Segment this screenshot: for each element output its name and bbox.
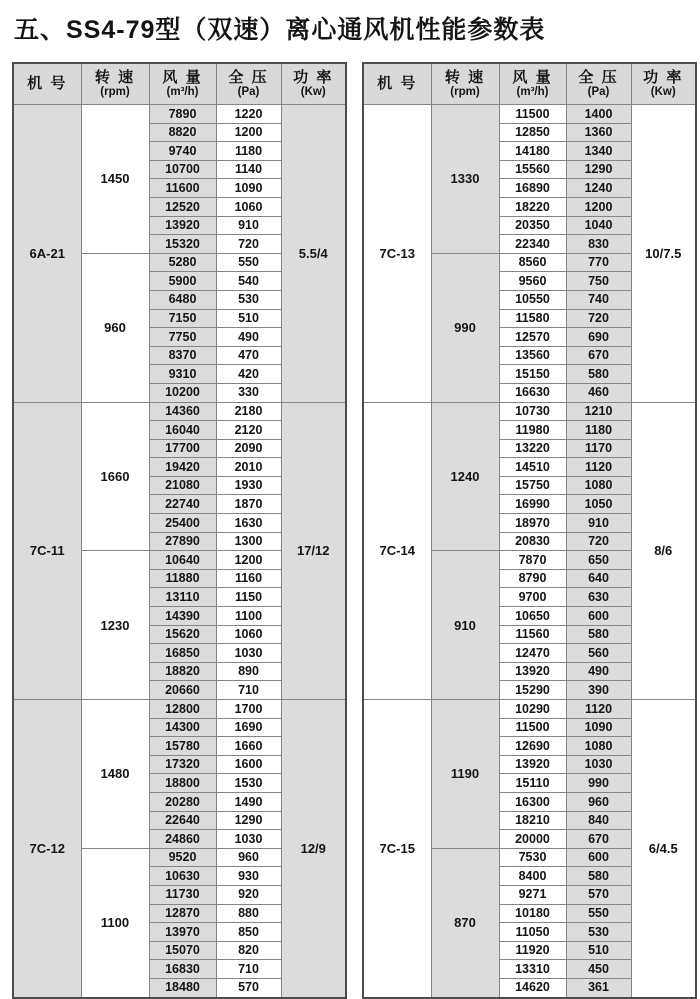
total-pressure-cell: 530 xyxy=(216,290,281,309)
total-pressure-cell: 490 xyxy=(566,662,631,681)
air-volume-cell: 11920 xyxy=(499,941,566,960)
total-pressure-cell: 550 xyxy=(566,904,631,923)
total-pressure-cell: 1060 xyxy=(216,197,281,216)
total-pressure-cell: 1080 xyxy=(566,476,631,495)
air-volume-cell: 27890 xyxy=(149,532,216,551)
air-volume-cell: 10200 xyxy=(149,383,216,402)
total-pressure-cell: 560 xyxy=(566,644,631,663)
table-row xyxy=(13,402,346,421)
air-volume-cell: 11500 xyxy=(499,718,566,737)
air-volume-cell: 11560 xyxy=(499,625,566,644)
total-pressure-cell: 1530 xyxy=(216,774,281,793)
total-pressure-cell: 630 xyxy=(566,588,631,607)
total-pressure-cell: 1240 xyxy=(566,179,631,198)
air-volume-cell: 7870 xyxy=(499,551,566,570)
total-pressure-cell: 1660 xyxy=(216,737,281,756)
air-volume-cell: 20350 xyxy=(499,216,566,235)
total-pressure-cell: 670 xyxy=(566,830,631,849)
air-volume-cell: 24860 xyxy=(149,830,216,849)
total-pressure-cell: 1040 xyxy=(566,216,631,235)
air-volume-cell: 12690 xyxy=(499,737,566,756)
air-volume-cell: 22740 xyxy=(149,495,216,514)
speed-rpm-cell: 990 xyxy=(431,253,499,402)
total-pressure-cell: 690 xyxy=(566,328,631,347)
machine-no-cell: 6A-21 xyxy=(13,105,81,403)
air-volume-cell: 17320 xyxy=(149,755,216,774)
air-volume-cell: 11600 xyxy=(149,179,216,198)
air-volume-cell: 6480 xyxy=(149,290,216,309)
total-pressure-cell: 1600 xyxy=(216,755,281,774)
air-volume-cell: 15620 xyxy=(149,625,216,644)
total-pressure-cell: 460 xyxy=(566,383,631,402)
total-pressure-cell: 600 xyxy=(566,848,631,867)
air-volume-cell: 7890 xyxy=(149,105,216,124)
air-volume-cell: 20000 xyxy=(499,830,566,849)
air-volume-cell: 20280 xyxy=(149,792,216,811)
air-volume-cell: 12800 xyxy=(149,700,216,719)
total-pressure-cell: 650 xyxy=(566,551,631,570)
total-pressure-cell: 1290 xyxy=(566,160,631,179)
total-pressure-cell: 710 xyxy=(216,960,281,979)
total-pressure-cell: 820 xyxy=(216,941,281,960)
air-volume-cell: 9740 xyxy=(149,142,216,161)
total-pressure-cell: 1870 xyxy=(216,495,281,514)
air-volume-cell: 12570 xyxy=(499,328,566,347)
air-volume-cell: 8400 xyxy=(499,867,566,886)
air-volume-cell: 12520 xyxy=(149,197,216,216)
total-pressure-cell: 470 xyxy=(216,346,281,365)
machine-no-cell: 7C-14 xyxy=(363,402,431,700)
air-volume-cell: 21080 xyxy=(149,476,216,495)
speed-rpm-cell: 910 xyxy=(431,551,499,700)
air-volume-cell: 18220 xyxy=(499,197,566,216)
air-volume-cell: 18970 xyxy=(499,514,566,533)
air-volume-cell: 11730 xyxy=(149,885,216,904)
air-volume-cell: 15150 xyxy=(499,365,566,384)
total-pressure-cell: 1120 xyxy=(566,700,631,719)
total-pressure-cell: 1690 xyxy=(216,718,281,737)
header-power: 功 率 (Kw) xyxy=(281,63,346,105)
total-pressure-cell: 1930 xyxy=(216,476,281,495)
machine-no-cell: 7C-13 xyxy=(363,105,431,403)
total-pressure-cell: 1490 xyxy=(216,792,281,811)
air-volume-cell: 10650 xyxy=(499,607,566,626)
air-volume-cell: 10730 xyxy=(499,402,566,421)
table-body xyxy=(363,105,696,998)
total-pressure-cell: 840 xyxy=(566,811,631,830)
air-volume-cell: 8370 xyxy=(149,346,216,365)
total-pressure-cell: 830 xyxy=(566,235,631,254)
total-pressure-cell: 2120 xyxy=(216,421,281,440)
air-volume-cell: 11980 xyxy=(499,421,566,440)
total-pressure-cell: 1090 xyxy=(216,179,281,198)
table-row xyxy=(363,402,696,421)
header-row xyxy=(13,63,346,105)
header-machine-no: 机 号 xyxy=(13,63,81,105)
speed-rpm-cell: 1100 xyxy=(81,848,149,997)
air-volume-cell: 13920 xyxy=(499,755,566,774)
total-pressure-cell: 1080 xyxy=(566,737,631,756)
air-volume-cell: 15560 xyxy=(499,160,566,179)
table-row xyxy=(363,700,696,719)
total-pressure-cell: 1050 xyxy=(566,495,631,514)
total-pressure-cell: 1210 xyxy=(566,402,631,421)
total-pressure-cell: 1180 xyxy=(566,421,631,440)
header-total-pressure: 全 压 (Pa) xyxy=(216,63,281,105)
speed-rpm-cell: 1230 xyxy=(81,551,149,700)
total-pressure-cell: 580 xyxy=(566,867,631,886)
speed-rpm-cell: 1330 xyxy=(431,105,499,254)
total-pressure-cell: 720 xyxy=(216,235,281,254)
total-pressure-cell: 1100 xyxy=(216,607,281,626)
total-pressure-cell: 930 xyxy=(216,867,281,886)
air-volume-cell: 14300 xyxy=(149,718,216,737)
total-pressure-cell: 1060 xyxy=(216,625,281,644)
total-pressure-cell: 1140 xyxy=(216,160,281,179)
total-pressure-cell: 1400 xyxy=(566,105,631,124)
header-speed: 转 速 (rpm) xyxy=(81,63,149,105)
air-volume-cell: 18210 xyxy=(499,811,566,830)
air-volume-cell: 13560 xyxy=(499,346,566,365)
air-volume-cell: 15070 xyxy=(149,941,216,960)
header-power: 功 率 (Kw) xyxy=(631,63,696,105)
total-pressure-cell: 1630 xyxy=(216,514,281,533)
air-volume-cell: 12870 xyxy=(149,904,216,923)
air-volume-cell: 15290 xyxy=(499,681,566,700)
air-volume-cell: 16990 xyxy=(499,495,566,514)
speed-rpm-cell: 1450 xyxy=(81,105,149,254)
header-air-volume: 风 量 (m³/h) xyxy=(149,63,216,105)
total-pressure-cell: 1030 xyxy=(566,755,631,774)
air-volume-cell: 14390 xyxy=(149,607,216,626)
air-volume-cell: 10180 xyxy=(499,904,566,923)
total-pressure-cell: 600 xyxy=(566,607,631,626)
air-volume-cell: 14510 xyxy=(499,458,566,477)
air-volume-cell: 22640 xyxy=(149,811,216,830)
air-volume-cell: 15110 xyxy=(499,774,566,793)
power-cell: 6/4.5 xyxy=(631,700,696,998)
air-volume-cell: 14620 xyxy=(499,978,566,997)
speed-rpm-cell: 870 xyxy=(431,848,499,997)
air-volume-cell: 15750 xyxy=(499,476,566,495)
total-pressure-cell: 450 xyxy=(566,960,631,979)
air-volume-cell: 16630 xyxy=(499,383,566,402)
air-volume-cell: 9700 xyxy=(499,588,566,607)
air-volume-cell: 7150 xyxy=(149,309,216,328)
air-volume-cell: 9310 xyxy=(149,365,216,384)
air-volume-cell: 11050 xyxy=(499,923,566,942)
total-pressure-cell: 640 xyxy=(566,569,631,588)
total-pressure-cell: 740 xyxy=(566,290,631,309)
air-volume-cell: 11580 xyxy=(499,309,566,328)
total-pressure-cell: 920 xyxy=(216,885,281,904)
air-volume-cell: 13110 xyxy=(149,588,216,607)
fan-performance-table-left xyxy=(12,62,347,999)
total-pressure-cell: 720 xyxy=(566,532,631,551)
speed-rpm-cell: 960 xyxy=(81,253,149,402)
air-volume-cell: 13220 xyxy=(499,439,566,458)
total-pressure-cell: 570 xyxy=(216,978,281,997)
total-pressure-cell: 960 xyxy=(566,792,631,811)
air-volume-cell: 18480 xyxy=(149,978,216,997)
air-volume-cell: 8820 xyxy=(149,123,216,142)
air-volume-cell: 19420 xyxy=(149,458,216,477)
air-volume-cell: 13310 xyxy=(499,960,566,979)
air-volume-cell: 8560 xyxy=(499,253,566,272)
speed-rpm-cell: 1190 xyxy=(431,700,499,849)
air-volume-cell: 7750 xyxy=(149,328,216,347)
air-volume-cell: 14360 xyxy=(149,402,216,421)
page-title: 五、SS4-79型（双速）离心通风机性能参数表 xyxy=(14,16,546,44)
total-pressure-cell: 1160 xyxy=(216,569,281,588)
total-pressure-cell: 890 xyxy=(216,662,281,681)
air-volume-cell: 9560 xyxy=(499,272,566,291)
air-volume-cell: 11500 xyxy=(499,105,566,124)
air-volume-cell: 5280 xyxy=(149,253,216,272)
total-pressure-cell: 390 xyxy=(566,681,631,700)
tables-container xyxy=(12,62,693,999)
table-row xyxy=(13,105,346,124)
air-volume-cell: 18800 xyxy=(149,774,216,793)
total-pressure-cell: 1090 xyxy=(566,718,631,737)
total-pressure-cell: 850 xyxy=(216,923,281,942)
total-pressure-cell: 540 xyxy=(216,272,281,291)
total-pressure-cell: 580 xyxy=(566,365,631,384)
total-pressure-cell: 1150 xyxy=(216,588,281,607)
header-speed: 转 速 (rpm) xyxy=(431,63,499,105)
total-pressure-cell: 550 xyxy=(216,253,281,272)
total-pressure-cell: 1220 xyxy=(216,105,281,124)
total-pressure-cell: 1200 xyxy=(566,197,631,216)
air-volume-cell: 13970 xyxy=(149,923,216,942)
air-volume-cell: 11880 xyxy=(149,569,216,588)
air-volume-cell: 18820 xyxy=(149,662,216,681)
total-pressure-cell: 1340 xyxy=(566,142,631,161)
total-pressure-cell: 770 xyxy=(566,253,631,272)
power-cell: 12/9 xyxy=(281,700,346,998)
header-air-volume: 风 量 (m³/h) xyxy=(499,63,566,105)
air-volume-cell: 5900 xyxy=(149,272,216,291)
total-pressure-cell: 2180 xyxy=(216,402,281,421)
total-pressure-cell: 880 xyxy=(216,904,281,923)
total-pressure-cell: 750 xyxy=(566,272,631,291)
machine-no-cell: 7C-15 xyxy=(363,700,431,998)
air-volume-cell: 16300 xyxy=(499,792,566,811)
air-volume-cell: 20660 xyxy=(149,681,216,700)
air-volume-cell: 12470 xyxy=(499,644,566,663)
air-volume-cell: 9271 xyxy=(499,885,566,904)
power-cell: 17/12 xyxy=(281,402,346,700)
total-pressure-cell: 2090 xyxy=(216,439,281,458)
total-pressure-cell: 361 xyxy=(566,978,631,997)
air-volume-cell: 15780 xyxy=(149,737,216,756)
air-volume-cell: 7530 xyxy=(499,848,566,867)
total-pressure-cell: 910 xyxy=(216,216,281,235)
air-volume-cell: 22340 xyxy=(499,235,566,254)
total-pressure-cell: 580 xyxy=(566,625,631,644)
air-volume-cell: 13920 xyxy=(149,216,216,235)
total-pressure-cell: 1700 xyxy=(216,700,281,719)
air-volume-cell: 8790 xyxy=(499,569,566,588)
speed-rpm-cell: 1480 xyxy=(81,700,149,849)
total-pressure-cell: 2010 xyxy=(216,458,281,477)
total-pressure-cell: 1300 xyxy=(216,532,281,551)
total-pressure-cell: 330 xyxy=(216,383,281,402)
air-volume-cell: 20830 xyxy=(499,532,566,551)
total-pressure-cell: 490 xyxy=(216,328,281,347)
speed-rpm-cell: 1660 xyxy=(81,402,149,551)
power-cell: 10/7.5 xyxy=(631,105,696,403)
machine-no-cell: 7C-11 xyxy=(13,402,81,700)
air-volume-cell: 17700 xyxy=(149,439,216,458)
air-volume-cell: 12850 xyxy=(499,123,566,142)
total-pressure-cell: 1030 xyxy=(216,830,281,849)
air-volume-cell: 10700 xyxy=(149,160,216,179)
total-pressure-cell: 510 xyxy=(566,941,631,960)
air-volume-cell: 16830 xyxy=(149,960,216,979)
fan-performance-table-right xyxy=(362,62,697,999)
air-volume-cell: 9520 xyxy=(149,848,216,867)
power-cell: 8/6 xyxy=(631,402,696,700)
total-pressure-cell: 1360 xyxy=(566,123,631,142)
table-row xyxy=(363,105,696,124)
total-pressure-cell: 720 xyxy=(566,309,631,328)
total-pressure-cell: 1290 xyxy=(216,811,281,830)
total-pressure-cell: 1120 xyxy=(566,458,631,477)
total-pressure-cell: 1030 xyxy=(216,644,281,663)
header-total-pressure: 全 压 (Pa) xyxy=(566,63,631,105)
air-volume-cell: 16040 xyxy=(149,421,216,440)
air-volume-cell: 10640 xyxy=(149,551,216,570)
total-pressure-cell: 420 xyxy=(216,365,281,384)
table-row xyxy=(13,700,346,719)
air-volume-cell: 16850 xyxy=(149,644,216,663)
total-pressure-cell: 710 xyxy=(216,681,281,700)
total-pressure-cell: 1200 xyxy=(216,123,281,142)
total-pressure-cell: 990 xyxy=(566,774,631,793)
air-volume-cell: 25400 xyxy=(149,514,216,533)
air-volume-cell: 10550 xyxy=(499,290,566,309)
total-pressure-cell: 1200 xyxy=(216,551,281,570)
air-volume-cell: 16890 xyxy=(499,179,566,198)
header-machine-no: 机 号 xyxy=(363,63,431,105)
total-pressure-cell: 530 xyxy=(566,923,631,942)
total-pressure-cell: 960 xyxy=(216,848,281,867)
power-cell: 5.5/4 xyxy=(281,105,346,403)
table-body xyxy=(13,105,346,998)
air-volume-cell: 10630 xyxy=(149,867,216,886)
total-pressure-cell: 1170 xyxy=(566,439,631,458)
machine-no-cell: 7C-12 xyxy=(13,700,81,998)
air-volume-cell: 15320 xyxy=(149,235,216,254)
total-pressure-cell: 1180 xyxy=(216,142,281,161)
speed-rpm-cell: 1240 xyxy=(431,402,499,551)
air-volume-cell: 10290 xyxy=(499,700,566,719)
total-pressure-cell: 510 xyxy=(216,309,281,328)
air-volume-cell: 14180 xyxy=(499,142,566,161)
table-header xyxy=(13,63,346,105)
table-header xyxy=(363,63,696,105)
total-pressure-cell: 670 xyxy=(566,346,631,365)
header-row xyxy=(363,63,696,105)
total-pressure-cell: 910 xyxy=(566,514,631,533)
air-volume-cell: 13920 xyxy=(499,662,566,681)
total-pressure-cell: 570 xyxy=(566,885,631,904)
